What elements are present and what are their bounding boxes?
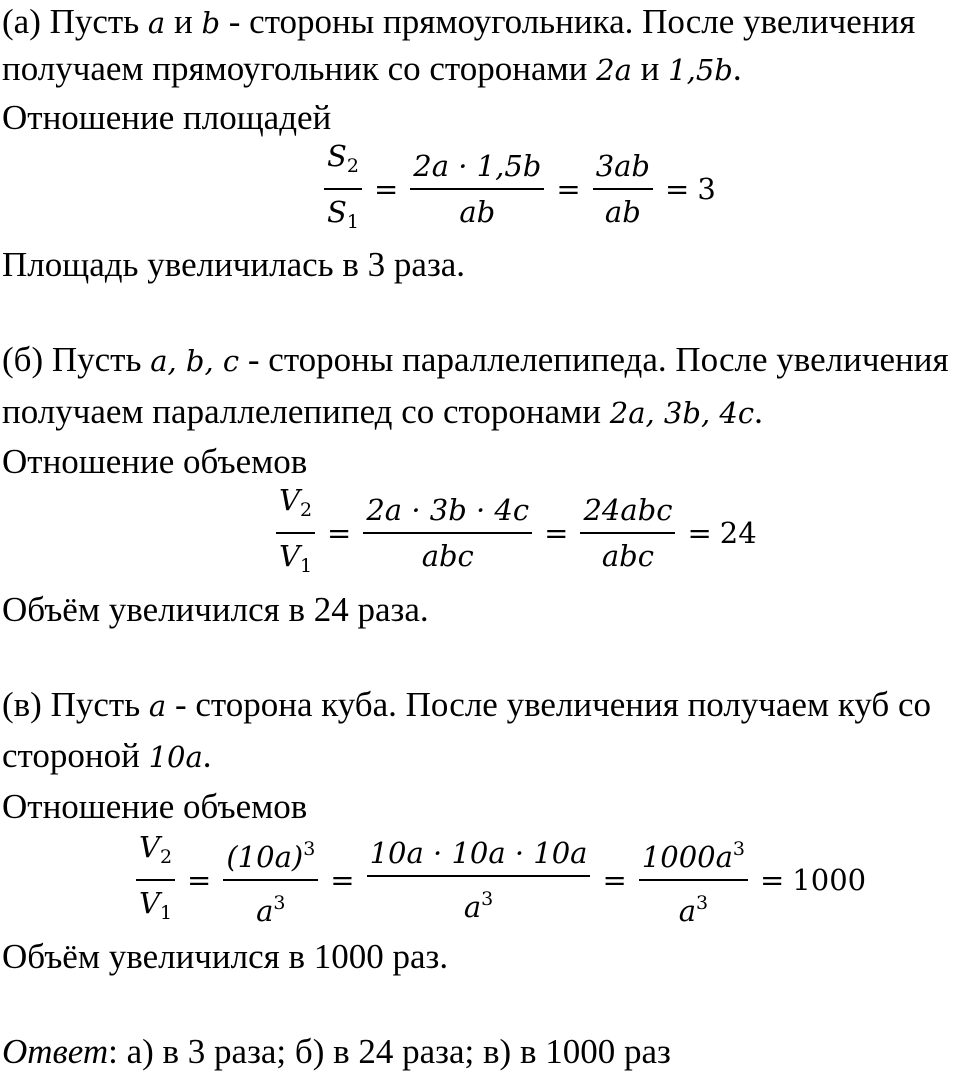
answer-label: Ответ — [2, 1032, 109, 1071]
part-b-statement-line2: получаем параллелепипед со сторонами 2a, 3b, 4c. — [2, 392, 763, 431]
part-c-frac-2: $\frac{(10a)^3}{a^3}$ — [223, 831, 318, 929]
part-a-side2: 1,5b — [668, 53, 733, 87]
part-c-statement-line1 — [2, 685, 931, 726]
part-a-statement-line2: получаем прямоугольник со сторонами 2a и 1,5b. — [2, 49, 742, 88]
part-a-conj: и — [173, 2, 193, 41]
part-c-suffix: - сторона куба. После увеличения получаем куб со — [174, 685, 932, 724]
part-c-conclusion: Объём увеличился в 1000 раз. — [2, 937, 449, 976]
part-a-conj2: и — [640, 49, 660, 88]
part-b-suffix: - стороны параллелепипеда. После увеличения — [247, 340, 949, 379]
part-b-vars: a, b, c — [150, 344, 240, 378]
part-a-ratio-label: Отношение площадей — [2, 98, 332, 137]
part-c-side: 10a — [148, 740, 203, 774]
part-c-result: 1000 — [792, 863, 867, 897]
part-c-formula: $\frac{V_2}{V_1}$ = $\frac{(10a)^3}{a^3}$ = $\frac{10a \cdot 10a \cdot 10a}{a^3}$ = $\frac{1000a^3}{a^3}$ = 1000 — [132, 835, 866, 925]
part-b-frac-2: $\frac{2a \cdot 3b \cdot 4c}{\text{abc}}$ — [363, 492, 532, 574]
part-c-frac-3: $\frac{10a \cdot 10a \cdot 10a}{a^3}$ — [367, 835, 591, 925]
part-a-side1: 2a — [596, 53, 632, 87]
part-a-var-b: b — [201, 6, 221, 40]
part-c-var-a: a — [148, 689, 167, 723]
part-b-frac-3: $\frac{\text{24abc}}{\text{abc}}$ — [580, 492, 675, 574]
part-b-sides: 2a, 3b, 4c — [609, 396, 755, 430]
part-b-prefix: (б) Пусть — [2, 340, 142, 379]
part-c-line2-text: стороной — [2, 736, 140, 775]
part-c-statement-line2: стороной 10a. — [2, 736, 212, 775]
part-a-suffix: - стороны прямоугольника. После увеличения — [228, 2, 916, 41]
part-a-formula: $\frac{S_2}{S_1}$ = $\frac{2a \cdot 1,5b}{ab}$ = $\frac{3ab}{ab}$ = 3 — [320, 144, 716, 234]
part-b-conclusion: Объём увеличился в 24 раза. — [2, 590, 429, 629]
part-b-frac-lhs: $\frac{V_2}{V_1}$ — [276, 482, 315, 584]
part-a-frac-2: $\frac{2a \cdot 1,5b}{ab}$ — [410, 148, 544, 230]
part-c-frac-lhs: $\frac{V_2}{V_1}$ — [136, 829, 175, 931]
answer-line — [2, 1032, 671, 1072]
part-b-formula: $\frac{V_2}{V_1}$ = $\frac{2a \cdot 3b \cdot 4c}{\text{abc}}$ = $\frac{\text{24abc}}{\text{abc}}$ = 24 — [272, 488, 757, 578]
part-a-line2-text: получаем прямоугольник со сторонами — [2, 49, 588, 88]
part-a-frac-lhs: $\frac{S_2}{S_1}$ — [324, 138, 362, 240]
part-c-frac-4: $\frac{1000a^3}{a^3}$ — [639, 831, 748, 929]
part-a-statement-line1 — [2, 2, 915, 43]
part-b-line2-text: получаем параллелепипед со сторонами — [2, 392, 601, 431]
part-c-ratio-label: Отношение объемов — [2, 787, 308, 826]
part-c-prefix: (в) Пусть — [2, 685, 141, 724]
answer-text: : а) в 3 раза; б) в 24 раза; в) в 1000 раз — [108, 1032, 671, 1071]
part-a-var-a: a — [147, 6, 166, 40]
part-a-frac-3: $\frac{3ab}{ab}$ — [593, 148, 653, 230]
part-b-statement-line1 — [2, 340, 949, 381]
part-a-conclusion: Площадь увеличилась в 3 раза. — [2, 245, 466, 284]
part-a-prefix: (а) Пусть — [2, 2, 140, 41]
part-b-ratio-label: Отношение объемов — [2, 442, 308, 481]
part-a-result: 3 — [697, 172, 716, 206]
part-b-result: 24 — [719, 516, 757, 550]
